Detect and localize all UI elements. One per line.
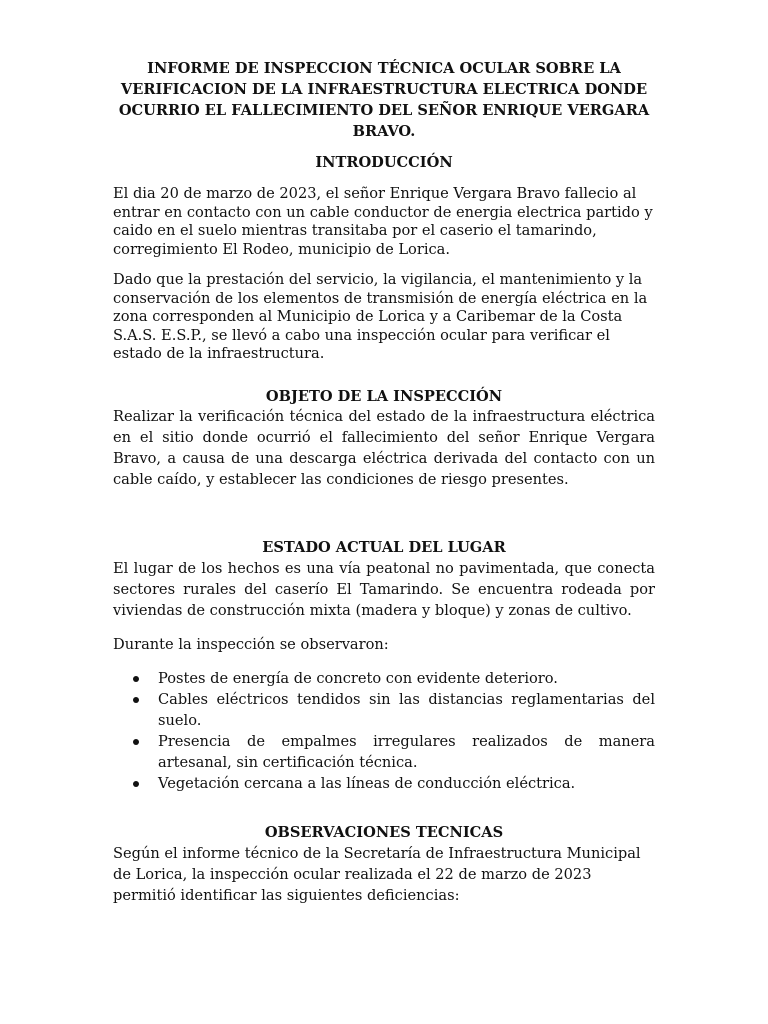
intro-paragraph-1: El dia 20 de marzo de 2023, el señor Enrique Vergara Bravo fallecio al entrar en contacto con un cable conductor de energia electrica partido y caido en el suelo mientras transitaba por el caserio el tamarindo, corregimiento El Rodeo, municipio de Lorica. <box>113 185 653 258</box>
objeto-paragraph: Realizar la verificación técnica del estado de la infraestructura eléctrica en el sitio donde ocurrió el fallecimiento del señor Enrique Vergara Bravo, a causa de una descarga eléctrica derivada del contacto con un cable caído, y establecer las condiciones de riesgo presentes. <box>113 408 655 488</box>
estado-heading: ESTADO ACTUAL DEL LUGAR <box>262 539 506 556</box>
list-item: Cables eléctricos tendidos sin las distancias reglamentarias del suelo. <box>113 689 655 731</box>
list-item: Vegetación cercana a las líneas de conducción eléctrica. <box>113 773 655 794</box>
intro-heading: INTRODUCCIÓN <box>315 154 453 171</box>
objeto-heading: OBJETO DE LA INSPECCIÓN <box>265 388 503 405</box>
observaciones-heading: OBSERVACIONES TECNICAS <box>264 824 504 841</box>
observaciones-paragraph: Según el informe técnico de la Secretaría de Infraestructura Municipal de Lorica, la inspección ocular realizada el 22 de marzo de 2023 permitió identificar las siguientes deficiencias: <box>113 845 641 904</box>
list-item: Presencia de empalmes irregulares realizados de manera artesanal, sin certificación técnica. <box>113 731 655 773</box>
estado-paragraph-1: El lugar de los hechos es una vía peatonal no pavimentada, que conecta sectores rurales del caserío El Tamarindo. Se encuentra rodeada por viviendas de construcción mixta (madera y bloque) y zonas de cultivo. <box>113 560 655 619</box>
estado-paragraph-2: Durante la inspección se observaron: <box>113 636 389 653</box>
observed-conditions-list <box>113 668 655 794</box>
list-item: Postes de energía de concreto con evidente deterioro. <box>113 668 655 689</box>
document-title: INFORME DE INSPECCION TÉCNICA OCULAR SOBRE LA VERIFICACION DE LA INFRAESTRUCTURA ELECTRICA DONDE OCURRIO EL FALLECIMIENTO DEL SEÑOR ENRIQUE VERGARA BRAVO. <box>118 60 650 140</box>
intro-paragraph-2: Dado que la prestación del servicio, la vigilancia, el mantenimiento y la conservación de los elementos de transmisión de energía eléctrica en la zona corresponden al Municipio de Lorica y a Caribemar de la Costa S.A.S. E.S.P., se llevó a cabo una inspección ocular para verificar el estado de la infraestructura. <box>113 271 648 362</box>
